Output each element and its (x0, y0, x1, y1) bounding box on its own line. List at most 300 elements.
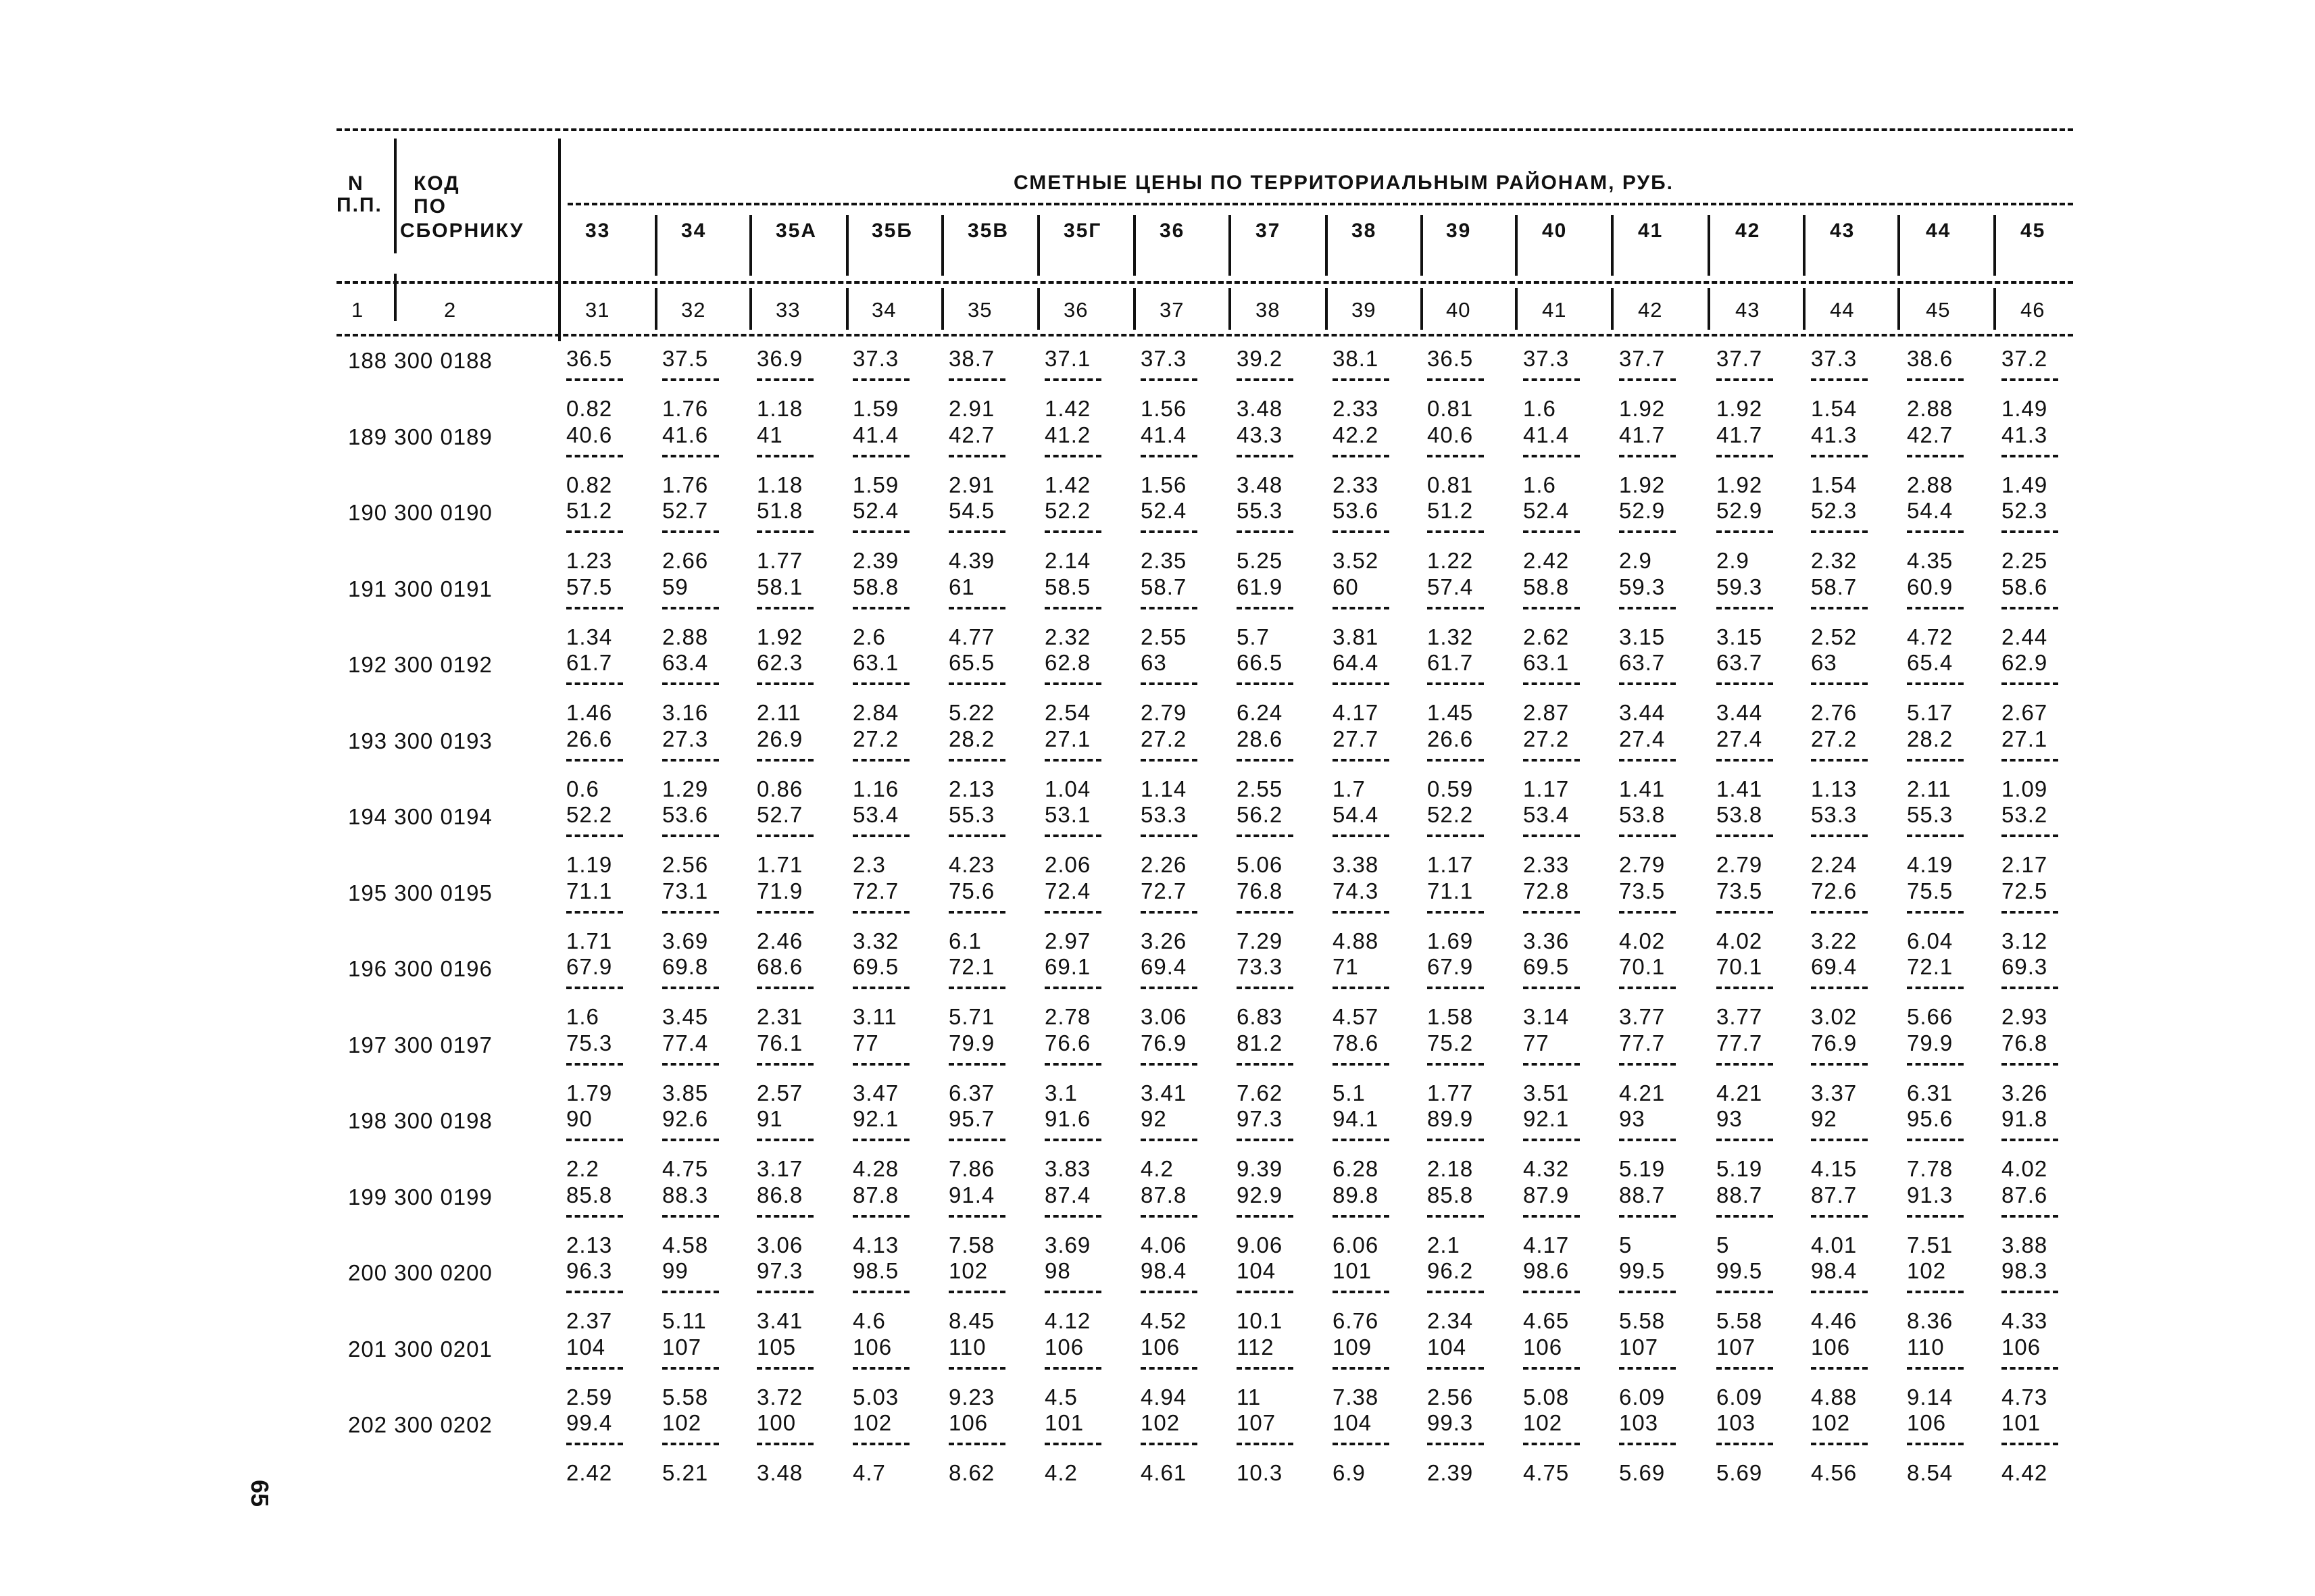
value-divider (949, 1139, 1005, 1141)
value-divider (1045, 1291, 1101, 1293)
price-extra-value: 1.49 (2001, 472, 2048, 497)
value-divider (1716, 607, 1773, 609)
value-divider (2001, 759, 2058, 762)
price-extra-value: 2.17 (2001, 852, 2048, 877)
value-divider (1811, 378, 1868, 381)
price-extra-value: 1.54 (1811, 396, 1858, 421)
price-value: 62.9 (2001, 650, 2048, 675)
price-value: 104 (566, 1334, 606, 1360)
value-divider (1811, 530, 1868, 533)
value-divider (1716, 1139, 1773, 1141)
price-value: 71 (1333, 954, 1359, 979)
price-value: 69.4 (1141, 954, 1187, 979)
value-divider (1811, 455, 1868, 457)
value-divider (1427, 607, 1484, 609)
value-divider (1333, 987, 1389, 989)
price-value: 58.7 (1141, 574, 1187, 599)
region-divider (1993, 288, 1996, 330)
price-value: 102 (662, 1410, 702, 1435)
price-value: 75.5 (1907, 878, 1953, 903)
price-extra-value: 2.42 (1523, 548, 1570, 573)
price-extra-value: 4.58 (662, 1232, 709, 1257)
price-extra-value: 4.65 (1523, 1308, 1570, 1333)
value-divider (1619, 1215, 1676, 1218)
price-extra-value: 1.14 (1141, 776, 1187, 801)
price-extra-value: 7.86 (949, 1156, 995, 1181)
price-value: 106 (1045, 1334, 1085, 1360)
price-value: 76.8 (2001, 1030, 2048, 1055)
price-value: 26.6 (1427, 726, 1474, 751)
region-divider (749, 215, 752, 276)
price-extra-value: 4.28 (853, 1156, 899, 1181)
index-col-number: 35 (968, 298, 993, 322)
price-value: 77 (853, 1030, 879, 1055)
price-value: 77 (1523, 1030, 1549, 1055)
price-value: 27.1 (1045, 726, 1091, 751)
region-divider (1897, 288, 1900, 330)
value-divider (1333, 1139, 1389, 1141)
value-divider (1045, 530, 1101, 533)
price-extra-value: 8.54 (1907, 1460, 1953, 1485)
price-extra-value: 4.88 (1333, 928, 1379, 953)
price-value: 103 (1619, 1410, 1659, 1435)
price-value: 37.5 (662, 346, 709, 371)
price-extra-value: 4.52 (1141, 1308, 1187, 1333)
price-extra-value: 1.45 (1427, 700, 1474, 725)
price-value: 87.7 (1811, 1182, 1858, 1207)
value-divider (2001, 1139, 2058, 1141)
value-divider (757, 530, 814, 533)
price-value: 63 (1141, 650, 1167, 675)
value-divider (662, 759, 719, 762)
price-value: 67.9 (1427, 954, 1474, 979)
value-divider (1619, 834, 1676, 837)
region-divider (1037, 215, 1040, 276)
price-extra-value: 1.71 (566, 928, 613, 953)
row-code: 196 300 0196 (348, 956, 493, 981)
value-divider (662, 682, 719, 685)
value-divider (757, 1063, 814, 1066)
price-extra-value: 2.9 (1716, 548, 1749, 573)
value-divider (1427, 1291, 1484, 1293)
price-extra-value: 4.7 (853, 1460, 886, 1485)
value-divider (1811, 1215, 1868, 1218)
value-divider (1427, 1063, 1484, 1066)
price-value: 66.5 (1237, 650, 1283, 675)
price-extra-value: 1.69 (1427, 928, 1474, 953)
value-divider (2001, 607, 2058, 609)
value-divider (1237, 911, 1293, 914)
price-value: 52.7 (662, 498, 709, 523)
value-divider (2001, 1367, 2058, 1370)
value-divider (1523, 1063, 1580, 1066)
price-value: 40.6 (566, 422, 613, 447)
price-extra-value: 6.09 (1619, 1384, 1666, 1410)
price-extra-value: 1.7 (1333, 776, 1366, 801)
value-divider (1237, 1291, 1293, 1293)
price-extra-value: 4.17 (1523, 1232, 1570, 1257)
price-value: 105 (757, 1334, 797, 1360)
price-extra-value: 2.62 (1523, 624, 1570, 649)
value-divider (2001, 987, 2058, 989)
value-divider (1141, 759, 1197, 762)
header-bottom-rule (337, 334, 2073, 336)
price-extra-value: 6.24 (1237, 700, 1283, 725)
value-divider (949, 530, 1005, 533)
price-value: 41 (757, 422, 783, 447)
value-divider (1619, 378, 1676, 381)
value-divider (1141, 1215, 1197, 1218)
price-extra-value: 5.7 (1237, 624, 1270, 649)
region-divider (1611, 215, 1614, 276)
col-n-label: N (348, 172, 364, 195)
index-col-number: 37 (1160, 298, 1185, 322)
price-extra-value: 1.16 (853, 776, 899, 801)
price-extra-value: 2.56 (1427, 1384, 1474, 1410)
price-extra-value: 4.2 (1045, 1460, 1078, 1485)
price-value: 106 (1523, 1334, 1563, 1360)
price-extra-value: 3.88 (2001, 1232, 2048, 1257)
value-divider (662, 607, 719, 609)
price-extra-value: 2.14 (1045, 548, 1091, 573)
price-extra-value: 4.56 (1811, 1460, 1858, 1485)
price-extra-value: 0.86 (757, 776, 803, 801)
price-extra-value: 2.13 (566, 1232, 613, 1257)
price-value: 59.3 (1619, 574, 1666, 599)
value-divider (1523, 378, 1580, 381)
value-divider (1907, 1215, 1964, 1218)
price-extra-value: 4.77 (949, 624, 995, 649)
value-divider (1045, 1215, 1101, 1218)
price-value: 63.1 (853, 650, 899, 675)
value-divider (1811, 1139, 1868, 1141)
price-value: 93 (1619, 1106, 1645, 1131)
price-extra-value: 1.34 (566, 624, 613, 649)
price-value: 87.8 (1141, 1182, 1187, 1207)
price-extra-value: 4.01 (1811, 1232, 1858, 1257)
price-value: 107 (1619, 1334, 1659, 1360)
price-value: 54.5 (949, 498, 995, 523)
price-extra-value: 6.04 (1907, 928, 1953, 953)
price-extra-value: 3.83 (1045, 1156, 1091, 1181)
price-value: 37.1 (1045, 346, 1091, 371)
value-divider (1333, 1215, 1389, 1218)
value-divider (1619, 455, 1676, 457)
price-value: 87.9 (1523, 1182, 1570, 1207)
value-divider (1811, 759, 1868, 762)
value-divider (1237, 530, 1293, 533)
row-code: 190 300 0190 (348, 500, 493, 525)
price-value: 98.6 (1523, 1258, 1570, 1283)
price-extra-value: 1.29 (662, 776, 709, 801)
price-extra-value: 2.54 (1045, 700, 1091, 725)
value-divider (1333, 607, 1389, 609)
value-divider (949, 1443, 1005, 1445)
price-extra-value: 1.92 (1619, 472, 1666, 497)
value-divider (1427, 530, 1484, 533)
price-extra-value: 2.34 (1427, 1308, 1474, 1333)
price-value: 63.1 (1523, 650, 1570, 675)
price-extra-value: 1.42 (1045, 472, 1091, 497)
price-extra-value: 1.6 (1523, 472, 1556, 497)
price-value: 102 (949, 1258, 989, 1283)
price-extra-value: 3.41 (1141, 1080, 1187, 1105)
price-extra-value: 5 (1619, 1232, 1633, 1257)
price-value: 101 (2001, 1410, 2041, 1435)
value-divider (1333, 530, 1389, 533)
price-extra-value: 2.25 (2001, 548, 2048, 573)
value-divider (1427, 455, 1484, 457)
row-code: 202 300 0202 (348, 1412, 493, 1437)
price-extra-value: 2.52 (1811, 624, 1858, 649)
value-divider (949, 1215, 1005, 1218)
value-divider (662, 530, 719, 533)
price-value: 87.4 (1045, 1182, 1091, 1207)
price-extra-value: 2.79 (1141, 700, 1187, 725)
value-divider (1619, 1291, 1676, 1293)
value-divider (1141, 911, 1197, 914)
price-value: 28.2 (1907, 726, 1953, 751)
price-value: 42.7 (1907, 422, 1953, 447)
price-value: 102 (1141, 1410, 1180, 1435)
price-value: 39.2 (1237, 346, 1283, 371)
price-value: 92 (1141, 1106, 1167, 1131)
price-extra-value: 5.58 (662, 1384, 709, 1410)
price-extra-value: 2.31 (757, 1004, 803, 1029)
price-value: 86.8 (757, 1182, 803, 1207)
price-extra-value: 1.77 (1427, 1080, 1474, 1105)
row-code: 199 300 0199 (348, 1184, 493, 1210)
row-code: 192 300 0192 (348, 652, 493, 677)
price-extra-value: 3.16 (662, 700, 709, 725)
region-divider (655, 288, 657, 330)
price-extra-value: 1.92 (1716, 396, 1763, 421)
value-divider (853, 1215, 910, 1218)
price-value: 52.7 (757, 802, 803, 827)
price-extra-value: 1.19 (566, 852, 613, 877)
price-extra-value: 2.39 (1427, 1460, 1474, 1485)
price-value: 51.2 (566, 498, 613, 523)
value-divider (1045, 911, 1101, 914)
price-extra-value: 3.69 (1045, 1232, 1091, 1257)
value-divider (1237, 834, 1293, 837)
price-value: 91 (757, 1106, 783, 1131)
value-divider (566, 834, 623, 837)
price-value: 52.3 (1811, 498, 1858, 523)
price-extra-value: 5.58 (1619, 1308, 1666, 1333)
value-divider (1811, 911, 1868, 914)
price-extra-value: 1.18 (757, 472, 803, 497)
price-extra-value: 2.32 (1045, 624, 1091, 649)
value-divider (662, 1443, 719, 1445)
value-divider (853, 455, 910, 457)
price-value: 37.2 (2001, 346, 2048, 371)
price-value: 68.6 (757, 954, 803, 979)
price-value: 73.5 (1716, 878, 1763, 903)
price-value: 101 (1045, 1410, 1085, 1435)
price-extra-value: 4.12 (1045, 1308, 1091, 1333)
price-extra-value: 1.76 (662, 396, 709, 421)
price-value: 27.7 (1333, 726, 1379, 751)
price-extra-value: 2.78 (1045, 1004, 1091, 1029)
value-divider (1716, 759, 1773, 762)
price-value: 106 (1907, 1410, 1947, 1435)
price-value: 52.2 (566, 802, 613, 827)
price-extra-value: 0.59 (1427, 776, 1474, 801)
price-extra-value: 1.79 (566, 1080, 613, 1105)
page-number: 65 (246, 1480, 274, 1507)
price-value: 101 (1333, 1258, 1372, 1283)
price-extra-value: 9.14 (1907, 1384, 1953, 1410)
price-value: 53.4 (1523, 802, 1570, 827)
value-divider (566, 1063, 623, 1066)
price-value: 72.7 (853, 878, 899, 903)
value-divider (1237, 1215, 1293, 1218)
price-value: 93 (1716, 1106, 1743, 1131)
price-value: 106 (853, 1334, 893, 1360)
price-extra-value: 2.11 (1907, 776, 1951, 801)
price-extra-value: 5.69 (1619, 1460, 1666, 1485)
price-value: 91.4 (949, 1182, 995, 1207)
price-extra-value: 3.15 (1619, 624, 1666, 649)
table-title: СМЕТНЫЕ ЦЕНЫ ПО ТЕРРИТОРИАЛЬНЫМ РАЙОНАМ, РУБ. (1014, 172, 1674, 194)
price-value: 41.7 (1716, 422, 1763, 447)
value-divider (853, 530, 910, 533)
price-value: 52.2 (1045, 498, 1091, 523)
price-extra-value: 5.71 (949, 1004, 995, 1029)
price-value: 58.8 (853, 574, 899, 599)
value-divider (1237, 682, 1293, 685)
value-divider (1716, 1063, 1773, 1066)
price-extra-value: 4.57 (1333, 1004, 1379, 1029)
value-divider (662, 1367, 719, 1370)
price-value: 54.4 (1333, 802, 1379, 827)
value-divider (1141, 987, 1197, 989)
value-divider (1333, 682, 1389, 685)
price-extra-value: 0.6 (566, 776, 599, 801)
price-value: 94.1 (1333, 1106, 1379, 1131)
price-extra-value: 1.41 (1716, 776, 1763, 801)
value-divider (566, 1139, 623, 1141)
price-value: 92 (1811, 1106, 1837, 1131)
price-value: 98.4 (1141, 1258, 1187, 1283)
price-extra-value: 1.77 (757, 548, 803, 573)
price-value: 77.4 (662, 1030, 709, 1055)
region-divider (558, 215, 561, 276)
price-value: 96.2 (1427, 1258, 1474, 1283)
price-value: 37.3 (1811, 346, 1858, 371)
value-divider (1333, 1063, 1389, 1066)
price-value: 26.6 (566, 726, 613, 751)
value-divider (1427, 1367, 1484, 1370)
value-divider (1619, 530, 1676, 533)
price-value: 90 (566, 1106, 593, 1131)
value-divider (1333, 1367, 1389, 1370)
value-divider (1141, 1063, 1197, 1066)
price-extra-value: 2.3 (853, 852, 886, 877)
price-extra-value: 2.18 (1427, 1156, 1474, 1181)
price-extra-value: 6.28 (1333, 1156, 1379, 1181)
value-divider (566, 378, 623, 381)
price-value: 36.9 (757, 346, 803, 371)
price-extra-value: 1.56 (1141, 472, 1187, 497)
value-divider (757, 911, 814, 914)
price-extra-value: 1.6 (1523, 396, 1556, 421)
value-divider (1523, 455, 1580, 457)
price-value: 79.9 (949, 1030, 995, 1055)
price-value: 88.7 (1619, 1182, 1666, 1207)
value-divider (1716, 1367, 1773, 1370)
price-value: 99.5 (1716, 1258, 1763, 1283)
value-divider (1907, 759, 1964, 762)
price-extra-value: 2.33 (1523, 852, 1570, 877)
price-value: 99.4 (566, 1410, 613, 1435)
price-extra-value: 4.13 (853, 1232, 899, 1257)
region-divider (1803, 215, 1806, 276)
price-value: 73.1 (662, 878, 709, 903)
value-divider (1523, 682, 1580, 685)
price-extra-value: 6.06 (1333, 1232, 1379, 1257)
region-label: 40 (1542, 220, 1568, 242)
price-value: 58.1 (757, 574, 803, 599)
value-divider (2001, 378, 2058, 381)
value-divider (1523, 987, 1580, 989)
value-divider (1141, 1291, 1197, 1293)
price-extra-value: 4.02 (1716, 928, 1763, 953)
value-divider (1237, 607, 1293, 609)
price-extra-value: 2.6 (853, 624, 886, 649)
price-extra-value: 4.75 (662, 1156, 709, 1181)
price-extra-value: 1.92 (757, 624, 803, 649)
value-divider (1141, 1367, 1197, 1370)
price-value: 97.3 (757, 1258, 803, 1283)
price-extra-value: 6.83 (1237, 1004, 1283, 1029)
price-extra-value: 5.69 (1716, 1460, 1763, 1485)
value-divider (1045, 1063, 1101, 1066)
value-divider (1619, 607, 1676, 609)
price-value: 55.3 (1907, 802, 1953, 827)
value-divider (2001, 834, 2058, 837)
value-divider (1333, 455, 1389, 457)
region-label: 42 (1735, 220, 1761, 242)
index-col-number: 32 (681, 298, 706, 322)
price-extra-value: 3.02 (1811, 1004, 1858, 1029)
price-extra-value: 2.33 (1333, 396, 1379, 421)
price-value: 38.6 (1907, 346, 1953, 371)
value-divider (949, 759, 1005, 762)
value-divider (853, 911, 910, 914)
region-divider (1325, 215, 1328, 276)
row-code: 195 300 0195 (348, 880, 493, 905)
price-extra-value: 3.69 (662, 928, 709, 953)
price-extra-value: 4.5 (1045, 1384, 1078, 1410)
price-value: 51.2 (1427, 498, 1474, 523)
value-divider (757, 1139, 814, 1141)
price-extra-value: 4.21 (1619, 1080, 1666, 1105)
value-divider (1523, 759, 1580, 762)
price-value: 71.9 (757, 878, 803, 903)
region-label: 35Б (872, 220, 913, 242)
price-value: 107 (1237, 1410, 1276, 1435)
value-divider (757, 607, 814, 609)
price-extra-value: 7.58 (949, 1232, 995, 1257)
price-extra-value: 3.72 (757, 1384, 803, 1410)
region-divider (1708, 288, 1710, 330)
value-divider (757, 378, 814, 381)
price-extra-value: 4.23 (949, 852, 995, 877)
value-divider (1237, 1443, 1293, 1445)
price-extra-value: 2.84 (853, 700, 899, 725)
